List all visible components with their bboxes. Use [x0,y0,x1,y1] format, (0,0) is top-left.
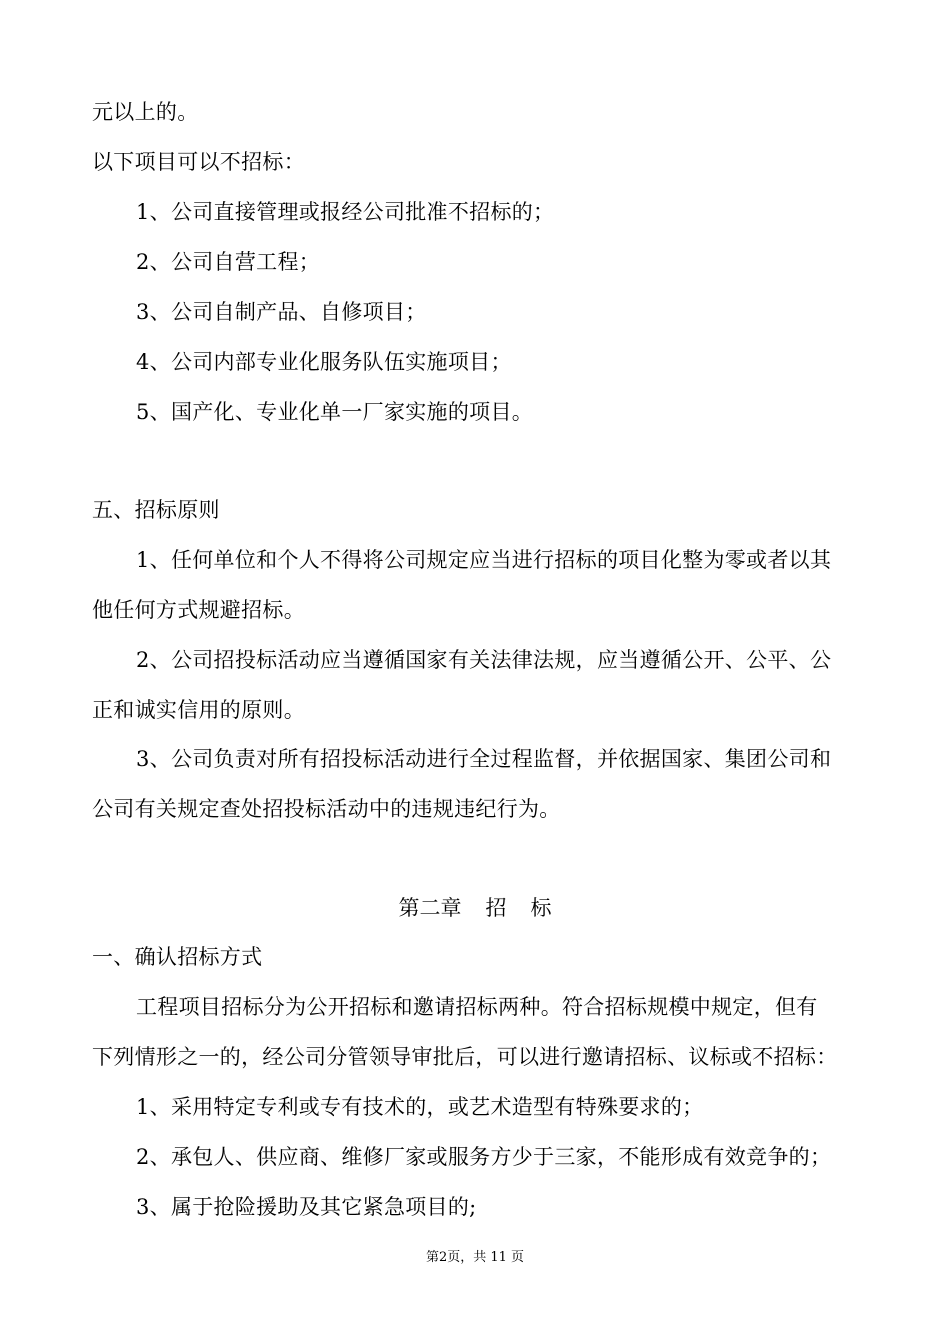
list-item: 3、公司自制产品、自修项目； [136,300,427,324]
chapter-word-2: 标 [530,896,552,920]
paragraph-line: 2、公司招投标活动应当遵循国家有关法律法规，应当遵循公开、公平、公 [136,648,832,672]
chapter-number: 第二章 [398,896,462,920]
list-item: 2、公司自营工程； [136,250,321,274]
list-item: 5、国产化、专业化单一厂家实施的项目。 [136,400,534,424]
text-line: 元以上的。 [92,100,199,124]
list-item: 1、公司直接管理或报经公司批准不招标的； [136,200,555,224]
section-heading: 一、确认招标方式 [92,945,263,969]
paragraph-line: 正和诚实信用的原则。 [92,698,305,722]
paragraph-line: 3、公司负责对所有招投标活动进行全过程监督，并依据国家、集团公司和 [136,747,832,771]
paragraph-line: 工程项目招标分为公开招标和邀请招标两种。符合招标规模中规定，但有 [136,995,818,1019]
list-item: 3、属于抢险援助及其它紧急项目的; [136,1195,477,1219]
chapter-word-1: 招 [485,896,507,920]
text-line: 以下项目可以不招标： [92,150,305,174]
paragraph-line: 公司有关规定查处招投标活动中的违规违纪行为。 [92,797,561,821]
section-heading: 五、招标原则 [92,498,220,522]
paragraph-line: 下列情形之一的，经公司分管领导审批后，可以进行邀请招标、议标或不招标： [92,1045,838,1069]
list-item: 4、公司内部专业化服务队伍实施项目； [136,350,512,374]
paragraph-line: 1、任何单位和个人不得将公司规定应当进行招标的项目化整为零或者以其 [136,548,832,572]
chapter-title [0,896,950,920]
paragraph-line: 他任何方式规避招标。 [92,598,305,622]
list-item: 1、采用特定专利或专有技术的，或艺术造型有特殊要求的； [136,1095,704,1119]
list-item: 2、承包人、供应商、维修厂家或服务方少于三家，不能形成有效竞争的； [136,1145,832,1169]
page-number: 第2页，共 11 页 [425,1250,525,1265]
